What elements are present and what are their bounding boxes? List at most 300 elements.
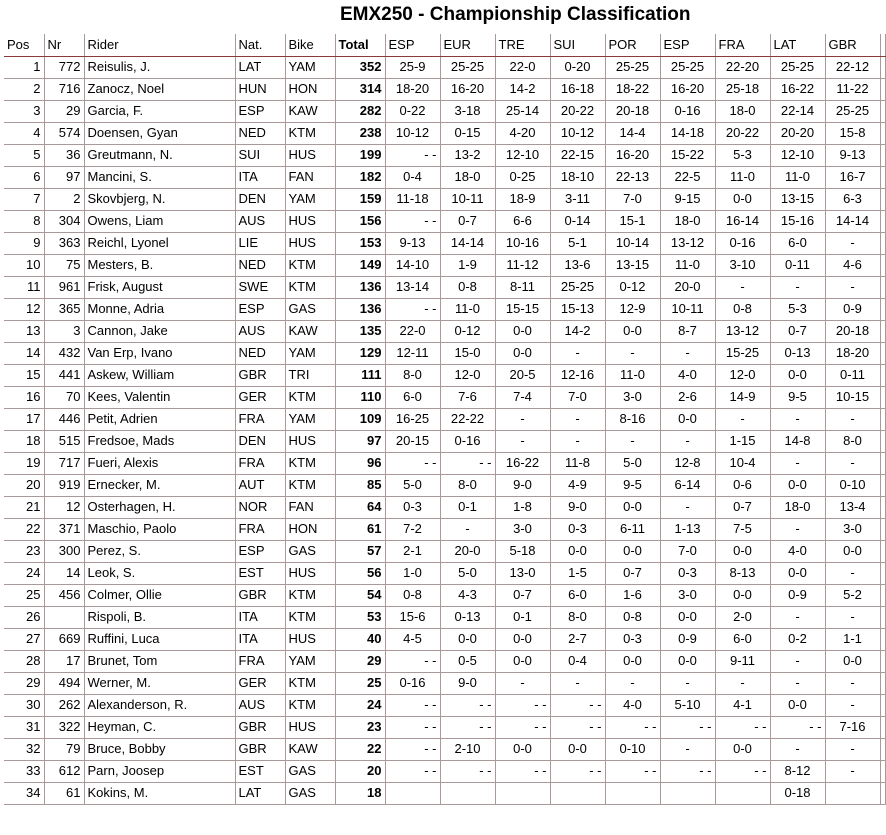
table-row[interactable] [4,672,885,694]
cell-result: 7-6 [440,386,495,408]
cell-result: 0-0 [770,474,825,496]
cell-stub [880,540,885,562]
cell-result: 11-0 [770,166,825,188]
cell-stub [880,364,885,386]
cell-result: 4-1 [715,694,770,716]
col-round-header[interactable]: TRE [495,34,550,56]
cell-result: 0-0 [495,650,550,672]
cell-nat: GER [235,386,285,408]
col-round-header[interactable]: SUI [550,34,605,56]
cell-rider: Ruffini, Luca [84,628,235,650]
cell-result: 4-20 [495,122,550,144]
cell-result: 22-20 [715,56,770,78]
cell-result [660,782,715,804]
cell-stub [880,386,885,408]
table-row[interactable] [4,452,885,474]
cell-result: 0-12 [605,276,660,298]
col-rider-header[interactable]: Rider [84,34,235,56]
cell-result: 0-0 [770,562,825,584]
cell-result: 11-22 [825,78,880,100]
cell-result: - [825,276,880,298]
cell-pos: 7 [4,188,44,210]
cell-result: 9-13 [385,232,440,254]
cell-pos: 13 [4,320,44,342]
table-row[interactable] [4,716,885,738]
cell-result: 0-13 [440,606,495,628]
table-row[interactable] [4,782,885,804]
cell-result: - [825,672,880,694]
cell-result: 13-14 [385,276,440,298]
cell-result: - - [385,144,440,166]
cell-result: 15-13 [550,298,605,320]
cell-result: 0-8 [605,606,660,628]
cell-stub [880,672,885,694]
table-row[interactable] [4,430,885,452]
col-nr-header[interactable]: Nr [44,34,84,56]
cell-stub [880,584,885,606]
cell-result: 15-22 [660,144,715,166]
cell-result: - [825,606,880,628]
cell-result: 0-0 [660,408,715,430]
table-row[interactable] [4,188,885,210]
cell-result: 13-12 [715,320,770,342]
cell-nr: 70 [44,386,84,408]
cell-result: 0-0 [495,738,550,760]
cell-result: 5-3 [770,298,825,320]
table-row[interactable] [4,56,885,78]
cell-stub [880,782,885,804]
table-row[interactable] [4,738,885,760]
cell-result: 22-22 [440,408,495,430]
cell-result: - - [605,760,660,782]
cell-nat: GBR [235,584,285,606]
cell-nat: DEN [235,430,285,452]
cell-rider: Kokins, M. [84,782,235,804]
cell-nat: ITA [235,166,285,188]
cell-result: - [495,430,550,452]
table-row[interactable] [4,78,885,100]
table-row[interactable] [4,562,885,584]
cell-result: 7-5 [715,518,770,540]
cell-nat: ESP [235,100,285,122]
table-row[interactable] [4,100,885,122]
cell-bike: KTM [285,474,335,496]
cell-result: 7-0 [605,188,660,210]
cell-result: 2-10 [440,738,495,760]
cell-nr: 717 [44,452,84,474]
cell-result: 14-18 [660,122,715,144]
cell-bike: YAM [285,408,335,430]
cell-rider: Mancini, S. [84,166,235,188]
cell-result: - [495,408,550,430]
cell-rider: Rispoli, B. [84,606,235,628]
cell-result: 0-12 [440,320,495,342]
cell-result: 0-3 [550,518,605,540]
cell-result: 0-18 [770,782,825,804]
cell-result: 0-0 [605,320,660,342]
cell-stub [880,320,885,342]
cell-pos: 31 [4,716,44,738]
col-round-header[interactable]: LAT [770,34,825,56]
table-row[interactable] [4,320,885,342]
table-row[interactable] [4,584,885,606]
cell-result: 5-0 [440,562,495,584]
cell-result: - [550,342,605,364]
cell-result: - - [495,694,550,716]
cell-rider: Brunet, Tom [84,650,235,672]
table-row[interactable] [4,518,885,540]
cell-nat: NED [235,254,285,276]
table-row[interactable] [4,628,885,650]
cell-nr: 716 [44,78,84,100]
cell-result: 11-18 [385,188,440,210]
cell-rider: Osterhagen, H. [84,496,235,518]
cell-rider: Askew, William [84,364,235,386]
cell-total: 85 [335,474,385,496]
col-round-header[interactable]: GBR [825,34,880,56]
cell-result: 16-20 [440,78,495,100]
table-row[interactable] [4,144,885,166]
cell-result: - [825,738,880,760]
cell-result: 15-8 [825,122,880,144]
cell-total: 159 [335,188,385,210]
cell-bike: KAW [285,738,335,760]
cell-nr: 61 [44,782,84,804]
table-row[interactable] [4,254,885,276]
cell-result: 3-18 [440,100,495,122]
cell-result: 14-14 [440,232,495,254]
col-pos-header[interactable]: Pos [4,34,44,56]
cell-result: 11-0 [440,298,495,320]
col-round-header[interactable]: EUR [440,34,495,56]
cell-stub [880,408,885,430]
cell-result: 0-4 [550,650,605,672]
cell-nr: 515 [44,430,84,452]
cell-result: 4-3 [440,584,495,606]
cell-result: 6-0 [550,584,605,606]
cell-result [605,782,660,804]
cell-result: 0-0 [440,628,495,650]
cell-result: 18-0 [440,166,495,188]
cell-nat: NED [235,122,285,144]
cell-pos: 28 [4,650,44,672]
cell-bike: KTM [285,584,335,606]
cell-result: 22-0 [495,56,550,78]
cell-result: 0-16 [385,672,440,694]
cell-result: - [825,452,880,474]
table-row[interactable] [4,232,885,254]
cell-nat: ESP [235,540,285,562]
cell-nr: 322 [44,716,84,738]
cell-rider: Skovbjerg, N. [84,188,235,210]
cell-result: - - [385,694,440,716]
cell-result: 22-14 [770,100,825,122]
cell-result: 4-0 [660,364,715,386]
cell-result: 20-0 [660,276,715,298]
cell-result: - - [385,650,440,672]
cell-result: 0-0 [715,738,770,760]
cell-pos: 34 [4,782,44,804]
col-bike-header[interactable]: Bike [285,34,335,56]
cell-total: 352 [335,56,385,78]
table-row[interactable] [4,606,885,628]
cell-result: 0-9 [660,628,715,650]
cell-result: 0-0 [550,738,605,760]
cell-nat: HUN [235,78,285,100]
cell-result: - [440,518,495,540]
cell-rider: Doensen, Gyan [84,122,235,144]
cell-stub [880,188,885,210]
cell-pos: 22 [4,518,44,540]
cell-result: 11-0 [660,254,715,276]
cell-stub [880,606,885,628]
cell-nat: ITA [235,628,285,650]
cell-result: 1-1 [825,628,880,650]
cell-total: 109 [335,408,385,430]
cell-result: 15-6 [385,606,440,628]
cell-nr: 17 [44,650,84,672]
cell-result: 0-0 [660,606,715,628]
cell-result: 0-0 [715,584,770,606]
cell-result: 11-8 [550,452,605,474]
cell-result: 16-20 [605,144,660,166]
cell-rider: Reisulis, J. [84,56,235,78]
cell-stub [880,254,885,276]
cell-nat: FRA [235,452,285,474]
cell-bike: KTM [285,606,335,628]
cell-pos: 15 [4,364,44,386]
cell-result: 5-18 [495,540,550,562]
cell-result: 6-6 [495,210,550,232]
cell-result: 16-18 [550,78,605,100]
cell-bike: HON [285,518,335,540]
cell-result: 20-20 [770,122,825,144]
cell-result: 20-22 [550,100,605,122]
cell-total: 314 [335,78,385,100]
cell-result: 8-12 [770,760,825,782]
cell-bike: KAW [285,320,335,342]
cell-bike: KTM [285,452,335,474]
cell-pos: 20 [4,474,44,496]
cell-result: 0-16 [660,100,715,122]
cell-result: 0-6 [715,474,770,496]
cell-bike: GAS [285,782,335,804]
col-round-header[interactable]: POR [605,34,660,56]
cell-nr: 304 [44,210,84,232]
cell-pos: 23 [4,540,44,562]
cell-nat: AUS [235,210,285,232]
cell-result: 18-9 [495,188,550,210]
cell-result: 12-9 [605,298,660,320]
cell-result: 15-25 [715,342,770,364]
cell-rider: Bruce, Bobby [84,738,235,760]
cell-rider: Petit, Adrien [84,408,235,430]
table-row[interactable] [4,694,885,716]
cell-result: 16-25 [385,408,440,430]
cell-total: 57 [335,540,385,562]
cell-bike: GAS [285,540,335,562]
cell-pos: 29 [4,672,44,694]
cell-result: 9-0 [550,496,605,518]
cell-result: 18-0 [770,496,825,518]
cell-result: 25-18 [715,78,770,100]
table-row[interactable] [4,650,885,672]
cell-result: 9-11 [715,650,770,672]
cell-nr: 612 [44,760,84,782]
cell-pos: 3 [4,100,44,122]
table-row[interactable] [4,166,885,188]
cell-result: 0-3 [385,496,440,518]
cell-result: 12-0 [715,364,770,386]
cell-pos: 16 [4,386,44,408]
cell-result: 10-11 [440,188,495,210]
table-row[interactable] [4,760,885,782]
cell-rider: Ernecker, M. [84,474,235,496]
cell-result: 11-12 [495,254,550,276]
cell-result: 3-0 [660,584,715,606]
cell-result: - [825,408,880,430]
table-header [4,34,885,56]
cell-bike: KTM [285,276,335,298]
cell-nat: NOR [235,496,285,518]
cell-nr: 14 [44,562,84,584]
cell-result: 8-7 [660,320,715,342]
cell-result: 9-5 [770,386,825,408]
cell-result: 6-0 [385,386,440,408]
cell-result: 14-2 [550,320,605,342]
cell-nat: GBR [235,364,285,386]
cell-rider: Owens, Liam [84,210,235,232]
cell-total: 24 [335,694,385,716]
cell-result: 5-2 [825,584,880,606]
cell-result: 10-15 [825,386,880,408]
table-row[interactable] [4,540,885,562]
cell-result: - [770,408,825,430]
cell-result: 15-15 [495,298,550,320]
cell-pos: 17 [4,408,44,430]
cell-result: 22-5 [660,166,715,188]
cell-result: - - [385,738,440,760]
cell-result [715,782,770,804]
cell-result: 0-15 [440,122,495,144]
cell-result: 18-10 [550,166,605,188]
cell-stub [880,452,885,474]
cell-result: - [550,672,605,694]
cell-total: 97 [335,430,385,452]
table-row[interactable] [4,386,885,408]
table-row[interactable] [4,364,885,386]
cell-nat: NED [235,342,285,364]
cell-result: 12-10 [495,144,550,166]
col-round-header[interactable]: FRA [715,34,770,56]
cell-rider: Leok, S. [84,562,235,584]
cell-bike: HUS [285,232,335,254]
cell-pos: 18 [4,430,44,452]
col-total-header[interactable]: Total [335,34,385,56]
cell-result: 12-16 [550,364,605,386]
cell-nr: 36 [44,144,84,166]
table-row[interactable] [4,496,885,518]
cell-total: 136 [335,298,385,320]
cell-result: 0-7 [495,584,550,606]
cell-result: 11-0 [715,166,770,188]
cell-result: 0-0 [660,650,715,672]
cell-result: - - [385,452,440,474]
cell-stub [880,694,885,716]
cell-result: 25-25 [440,56,495,78]
cell-result: 0-16 [715,232,770,254]
cell-nr: 29 [44,100,84,122]
col-round-header[interactable]: ESP [385,34,440,56]
table-row[interactable] [4,276,885,298]
cell-nr: 75 [44,254,84,276]
page-title: EMX250 - Championship Classification [340,4,691,25]
cell-rider: Greutmann, N. [84,144,235,166]
cell-total: 111 [335,364,385,386]
cell-pos: 9 [4,232,44,254]
cell-total: 282 [335,100,385,122]
cell-result: 8-11 [495,276,550,298]
cell-result: 13-6 [550,254,605,276]
cell-result: 0-9 [770,584,825,606]
cell-result: 7-4 [495,386,550,408]
cell-result: 0-3 [605,628,660,650]
cell-result: 0-13 [770,342,825,364]
cell-nat: ESP [235,298,285,320]
table-row[interactable] [4,122,885,144]
cell-result: 5-1 [550,232,605,254]
cell-result: 7-16 [825,716,880,738]
cell-result: 0-0 [605,496,660,518]
cell-result: 18-22 [605,78,660,100]
table-row[interactable] [4,408,885,430]
table-row[interactable] [4,298,885,320]
col-nat-header[interactable]: Nat. [235,34,285,56]
cell-result: 22-15 [550,144,605,166]
cell-nat: AUS [235,694,285,716]
cell-rider: Garcia, F. [84,100,235,122]
cell-nr: 446 [44,408,84,430]
table-row[interactable] [4,210,885,232]
cell-result: 8-13 [715,562,770,584]
cell-result: 8-0 [550,606,605,628]
cell-result: 25-25 [660,56,715,78]
cell-result: 3-0 [495,518,550,540]
cell-nr: 441 [44,364,84,386]
cell-stub [880,430,885,452]
cell-total: 64 [335,496,385,518]
cell-result: 0-10 [825,474,880,496]
cell-stub [880,342,885,364]
cell-result: - - [440,452,495,474]
cell-result: 5-0 [385,474,440,496]
cell-bike: KTM [285,254,335,276]
cell-nr: 2 [44,188,84,210]
cell-bike: GAS [285,760,335,782]
cell-nr: 772 [44,56,84,78]
table-row[interactable] [4,342,885,364]
cell-total: 149 [335,254,385,276]
col-round-header[interactable]: ESP [660,34,715,56]
cell-result: 6-3 [825,188,880,210]
cell-result: 13-4 [825,496,880,518]
cell-result: 8-0 [385,364,440,386]
table-row[interactable] [4,474,885,496]
cell-result: 22-13 [605,166,660,188]
cell-bike: HUS [285,562,335,584]
cell-rider: Kees, Valentin [84,386,235,408]
cell-stub [880,738,885,760]
